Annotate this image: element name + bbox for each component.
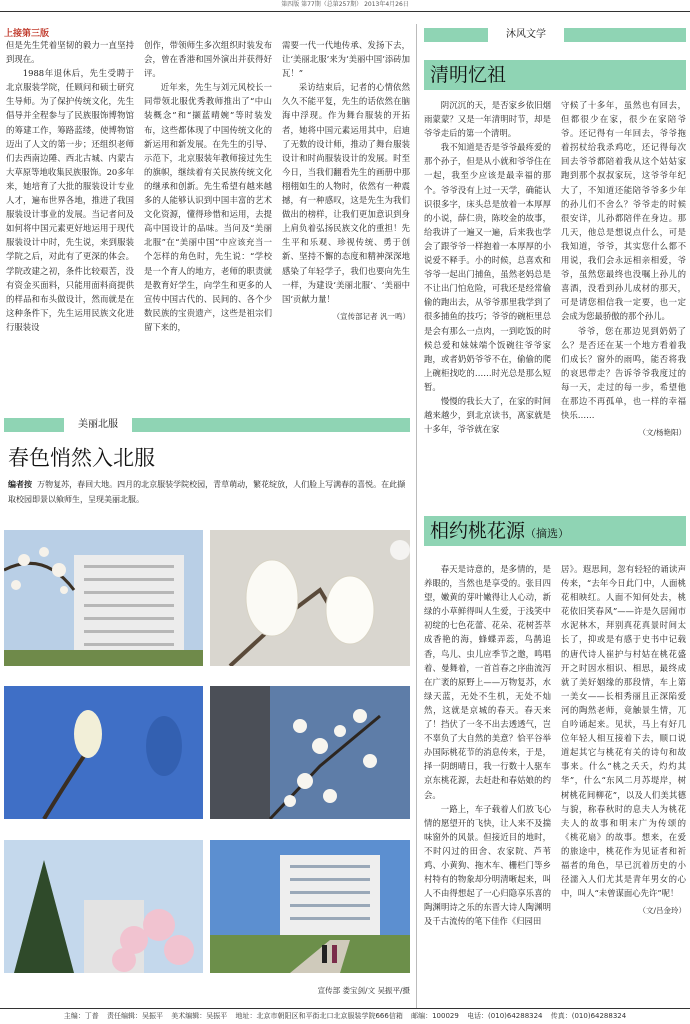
masthead: 第四版 第77期（总第257期） 2013年4月26日: [0, 0, 690, 12]
footer-phone: 电话：(010)64288324: [467, 1012, 543, 1020]
photo-white-magnolia-branch: [210, 686, 410, 819]
taohua-col-1: [424, 562, 551, 1002]
footer-art-editor: 美术编辑：吴振平: [171, 1012, 228, 1020]
paragraph: 居》。遐思间，忽有轻轻的诵读声传来，“去年今日此门中，人面桃花相映红。人面不知何处去，桃花依旧笑春风”——许是久居闹市水泥林木，拜别真花真景时间太长了，抑或是有感于史书中记载的唐代诗人崔护与村姑在桃花盛开之时因水相识、相思，最终成就了美好姻缘的那段情，车上第一美女——长相秀丽且正深陷爱河的陶然老师，竟触景生情，兀自吟诵起来。见状，马上有好几位年轻人相互接着下去，顺口说道起其它与桃花有关的诗句和故事来。什么“桃之夭夭，灼灼其华”，什么“东风二月苏堤岸，树树桃花间柳花”，以及人们美其德与貌，称春秋时的息夫人为桃花夫人的故事和明末广为传颂的《桃花扇》的故事。想来，在爱的旅途中，桃花作为见证者和祈福者的角色，早已沉着历史的小径濡入人们尤其是青年男女的心中，叫人“未曾谋面心先许”呢！: [561, 564, 686, 899]
left-article-col-1: [6, 38, 134, 398]
left-article-col-2: [144, 38, 272, 398]
article-title-qingming: [424, 60, 686, 90]
photo-magnolia-closeup: [210, 530, 410, 666]
footer-editor-in-chief: 主编：丁普: [63, 1012, 99, 1020]
byline: （文/杨艳阳）: [638, 428, 686, 438]
article-title-qingming-text: 清明忆祖: [430, 64, 507, 86]
paragraph: 爷爷，您在那边见到奶奶了么？是否还在某一个地方看着我们成长？窗外的雨鸣，能否将我的哀思带走？告诉爷爷我度过的每一天，走过的每一步，希望他在那边不再孤单，也一样的幸福快乐……: [561, 325, 686, 421]
photo-campus-walkway: [210, 840, 410, 973]
paragraph: 慢慢的我长大了，在家的时间越来越少，到北京读书，离家就是十多年，爷爷就在家: [424, 395, 551, 435]
paragraph: 一路上，车子载着人们放飞心情的愿望开的飞快，让人来不及揣味窗外的风景。但接近目的地时，不时闪过的田舍、农家院、芦苇鸡、小黄狗、拖木车、栅栏门等乡村特有的物象却分明清晰起来，叫人不由得想起了一心归隐享乐喜的陶渊明诗之乐的东晋大诗人陶渊明及千古流传的笔下佳作《归园田: [424, 803, 551, 927]
footer: [0, 1011, 690, 1021]
paragraph: 守候了十多年，虽然也有回去，但都很少在家，很少在家陪爷爷。还记得有一年回去，爷爷拖着拐杖给我杀鸡吃，还记得每次回去爷爷都陪着我从这个姑姑家跑到那个叔叔家玩，这爷爷年纪大了，不知道还能陪爷爷多少年的孙儿们不舍么？爷爷走的时候很安详，儿孙都陪伴在身边。那几天，他总是想说点什么，可是我知道，爷爷，其实您什么都不用说，我们会永远相亲相爱，爷爷，虽然您最终也没嘱上孙儿的喜酒，没看到孙儿成材的那天，可是请您相信我一定要，也一定会成为您最骄傲的那个孙儿。: [561, 100, 686, 322]
footer-postcode: 邮编：100029: [411, 1012, 459, 1020]
editor-note-text: 万物复苏，春回大地。四月的北京服装学院校园，青草萌动，繁花绽放，人们脸上写满春的喜悦。在此撷取校园即景以飨师生，呈现美丽北服。: [8, 480, 406, 504]
paragraph: 需要一代一代地传承、发扬下去，让‘美丽北服’来为‘美丽中国’添砖加瓦！”: [282, 40, 410, 79]
paragraph: 创作，带领师生多次组织时装发布会，曾在香港和国外演出并获得好评。: [144, 40, 272, 79]
photo-building-blossoms: [4, 530, 203, 666]
byline: （宣传部记者 汎一鸣）: [332, 311, 410, 321]
paragraph: 1988年退休后，先生受聘于北京服装学院，任顾问和硕士研究生导师。为了保护传统文化，先生倡导并全程参与了民族服饰博物馆的筹建工作，筹路蓝缕，使博物馆迈出了人文的第一步；还组织老师们去西南边陲、西北古城、内蒙古大草原等地收集民族服饰。20多年来，她培育了大批的服装设计专业人才，遍布世界各地，推进了我国服装设计事业的发展。当记者问及如何将中国元素更好地运用于现代服装设计中时，先生说，来到服装学院之后，对此有了更深的体会。学院改建之初，条件比较艰苦，没有资金买面料，只能用面料商提供的样品和布头做设计，然而就是在这种条件下，先生运用民族文化进行服装设: [6, 68, 134, 332]
left-article-col-3: [282, 38, 410, 398]
qingming-col-1: [424, 98, 551, 506]
paragraph: 我不知道是否是爷爷最疼爱的那个孙子，但是从小就和爷爷住在一起，我至少应该是最幸福的那个。爷爷没有上过一天学，确能认识很多字，床头总是放着一本厚厚的小说，薛仁贵，陈咬金的故事，给我讲了一遍又一遍，后来我也学会了跟爷爷一样抱着一本厚厚的小说爱不释手。小的时候，总喜欢和爷爷一起出门捕鱼，虽然老妈总是不让出门怕危险，可我还是经常偷偷的跑出去，从爷爷那里我学到了很多捕鱼的技巧；爷爷的碗柜里总是会有那么一点肉，一到吃饭的时候总爱和妹妹端个饭碗往爷爷家跑，或者奶奶爷爷不在，偷偷的爬上碗柜找吃的……时光总是那么短暂。: [424, 142, 551, 392]
qingming-col-2: [561, 98, 686, 506]
section-label-meili: 美丽北服: [64, 418, 132, 432]
paragraph: 但是先生凭着坚韧的毅力一直坚持到现在。: [6, 40, 134, 65]
editor-note-label: 编者按: [8, 479, 32, 489]
photo-magnolia-bud: [4, 686, 203, 819]
footer-address: 地址：北京市朝阳区和平街北口北京服装学院666信箱: [235, 1012, 403, 1020]
paragraph: 采访结束后，记者的心情依然久久不能平复，先生的话依然在脑海中浮现。作为舞台服装的开拓者，她将中国元素运用其中，启迪了无数的设计师，推动了舞台服装设计和时尚服装设计的发展。时至今日，当我们翻看先生的画册中那栩栩如生的人物时，依然有一种震撼，有一种感叹，这是先生为我们做出的榜样，让我们更加意识到身上肩负着弘扬民族文化的重担！先生平和乐观、珍视传统、勇于创新、坚持不懈的态度和精神深深地感染了年轻学子，我们也要向先生一样，为建设‘美丽北服’、‘美丽中国’贡献力量！: [282, 82, 410, 304]
footer-editor: 责任编辑：吴振平: [107, 1012, 164, 1020]
paragraph: 近年来，先生与刘元风校长一同带领北服优秀教师推出了“中山装概念”和“撷蓝晴婉”等时装发布，这些都体现了中国传统文化的新运用和新发展。在先生的引导、示范下，北京服装年教师接过先生的旗帜，继续着有关民族传统文化的继承和创新。先生希望有越来越多的人能够认识到中国丰富的艺术文化资源，懂得珍惜和运用，去提高中国设计的品味。当问及“美丽北服”在“美丽中国”中应该充当一个怎样的角色时，先生说：“学校是一个育人的地方，老师的职责就是教育好学生，向学生和更多的人宣传中国古代的、民间的、各个少数民族的宝贵遗产，这些是祖宗们留下来的，: [144, 82, 272, 332]
continue-tag: 上接第三版: [4, 29, 50, 39]
byline: （文/吕金玲）: [638, 906, 686, 916]
footer-rule: [0, 1008, 690, 1009]
paragraph: 阴沉沉的天，是否家乡依旧烟雨蒙蒙？又是一年清明时节，却是爷爷走后的第一个清明。: [424, 100, 551, 139]
article-title-spring: 春色悄然入北服: [8, 446, 155, 470]
paragraph: 春天是诗意的，是多情的，是养眼的，当然也是享受的。张目四望，嫩黄的芽叶嫩得让人心动，新绿的小草鲜得叫人生爱，于浅笑中初绽的七色花蕾、花朵、花树荟萃成香艳的海，蜂蝶弄蕊，鸟鹊追香，鸟儿、虫儿应季节之邀，鸣唱着、曼舞着，一首首春之序曲流泻在广袤的原野上——万物复苏，水绿天蓝，无处不生机，无处不灿然，这就是京城的春天。春天来了！挡伏了一冬不出去透透气，岂不辜负了大自然的美意？恰平谷举办国际桃花节的消息传来，于是，择一阴朗晴日，我一行数十人驱车京东桃花源，去赶赴和春姑娘的约会。: [424, 564, 551, 800]
section-label-mufeng: 沐风文学: [488, 28, 564, 42]
photo-credit: 宣传部 娄宝剑/文 吴振平/摄: [317, 986, 410, 995]
column-divider: [416, 24, 417, 1009]
footer-fax: 传真：(010)64288324: [550, 1012, 627, 1020]
article-title-taohua: [424, 516, 686, 546]
article-title-taohua-sub: （摘选）: [525, 527, 570, 540]
taohua-col-2: [561, 562, 686, 1002]
photo-cherry-blossom-pine: [4, 840, 203, 973]
editor-note: [8, 477, 408, 507]
article-title-taohua-text: 相约桃花源: [430, 520, 526, 542]
